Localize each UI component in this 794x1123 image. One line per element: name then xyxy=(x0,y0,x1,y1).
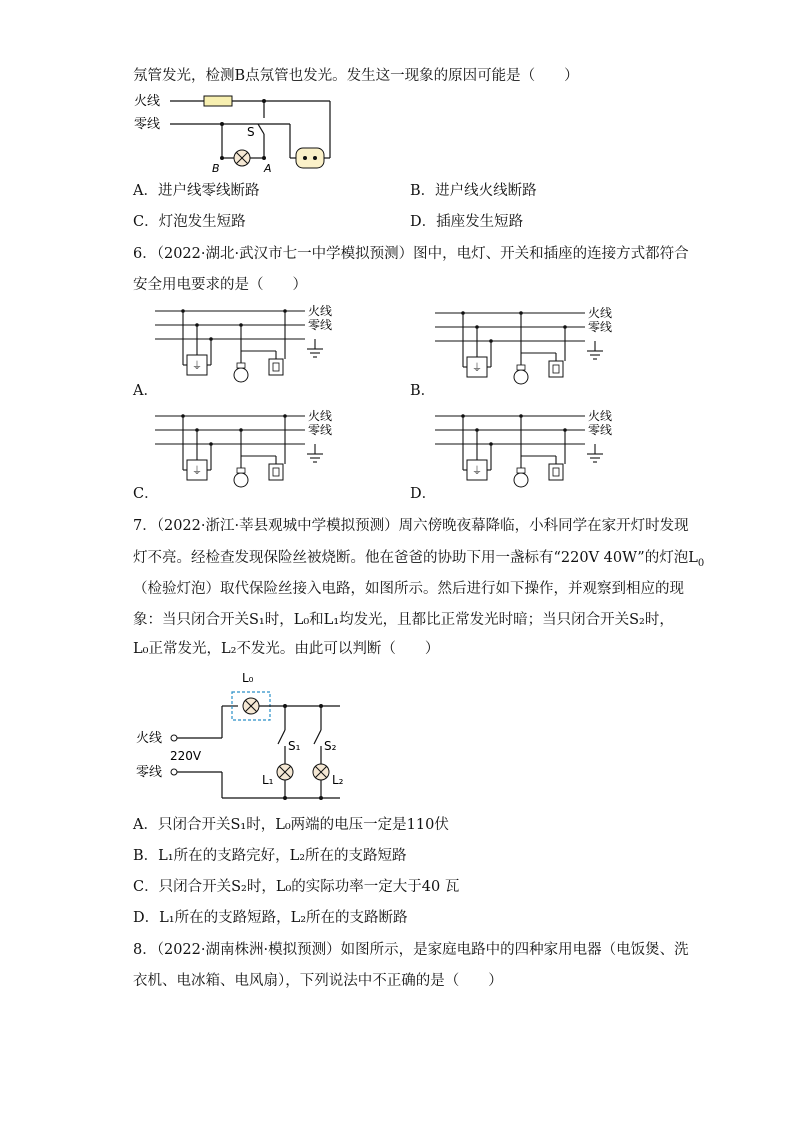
q6-lamp xyxy=(234,473,248,487)
q6-figure-d xyxy=(435,408,635,498)
q6-lamp xyxy=(514,473,528,487)
q5-option-b: B．进户线火线断路 xyxy=(410,183,537,199)
q7-l2-label: L₂ xyxy=(332,773,344,787)
q6-fire-label: 火线 xyxy=(308,409,333,423)
q7-switch-s2 xyxy=(314,730,321,744)
q5-fuse xyxy=(204,96,232,106)
q6-neutral-label: 零线 xyxy=(308,318,333,332)
q7-option-a: A．只闭合开关S₁时，L₀两端的电压一定是110伏 xyxy=(133,817,449,833)
q5-neutral-label: 零线 xyxy=(134,117,161,132)
q5-circuit-diagram xyxy=(130,88,350,178)
svg-text:⏚: ⏚ xyxy=(192,361,202,372)
q6-lamp xyxy=(514,370,528,384)
q6-fire-label: 火线 xyxy=(588,306,613,320)
q5-socket xyxy=(296,148,324,168)
q5-point-a: A xyxy=(264,162,272,175)
q6-figure-a xyxy=(155,303,355,393)
q5-stem: 氖管发光，检测B点氖管也发光。发生这一现象的原因可能是（ ） xyxy=(133,68,579,84)
q7-neutral-label: 零线 xyxy=(136,765,163,780)
q5-switch-label: S xyxy=(247,125,255,139)
q7-stem-line4: 象：当只闭合开关S₁时，L₀和L₁均发光，且都比正常发光时暗；当只闭合开关S₂时， xyxy=(133,612,674,628)
q5-option-c: C．灯泡发生短路 xyxy=(133,214,246,230)
q7-stem-line2: 灯不亮。经检查发现保险丝被烧断。他在爸爸的协助下用一盏标有“220V 40W”的灯泡$L_0$ xyxy=(133,550,705,569)
q6-label-c: C． xyxy=(133,486,159,502)
q6-label-d: D． xyxy=(410,486,437,502)
q7-s2-label: S₂ xyxy=(324,739,337,753)
q8-stem-line2: 衣机、电冰箱、电风扇），下列说法中不正确的是（ ） xyxy=(133,973,503,989)
q7-voltage-label: 220V xyxy=(170,749,202,763)
q7-option-c: C．只闭合开关S₂时，L₀的实际功率一定大于40 瓦 xyxy=(133,879,460,895)
q7-switch-s1 xyxy=(278,730,285,744)
q6-figure-b xyxy=(435,305,635,395)
svg-text:⏚: ⏚ xyxy=(472,466,482,477)
q7-option-d: D．L₁所在的支路短路，L₂所在的支路断路 xyxy=(133,910,408,926)
q6-fire-label: 火线 xyxy=(588,409,613,423)
q7-stem-line5: L₀正常发光，L₂不发光。由此可以判断（ ） xyxy=(133,641,440,657)
q5-switch xyxy=(258,124,264,134)
q7-fire-label: 火线 xyxy=(136,731,163,746)
q7-s1-label: S₁ xyxy=(288,739,301,753)
q7-stem-line1: 7．（2022·浙江·莘县观城中学模拟预测）周六傍晚夜幕降临，小科同学在家开灯时发现 xyxy=(133,518,689,534)
q6-label-a: A． xyxy=(133,383,158,399)
svg-text:⏚: ⏚ xyxy=(192,466,202,477)
q6-label-b: B． xyxy=(410,383,436,399)
q6-stem-line2: 安全用电要求的是（ ） xyxy=(133,277,307,293)
q5-point-b: B xyxy=(212,162,220,175)
q6-neutral-label: 零线 xyxy=(308,423,333,437)
q8-stem-line1: 8．（2022·湖南株洲·模拟预测）如图所示，是家庭电路中的四种家用电器（电饭煲、洗 xyxy=(133,942,689,958)
q6-fire-label: 火线 xyxy=(308,304,333,318)
q6-stem-line1: 6．（2022·湖北·武汉市七一中学模拟预测）图中，电灯、开关和插座的连接方式都符合 xyxy=(133,246,689,262)
q5-fire-label: 火线 xyxy=(134,94,161,109)
q6-lamp xyxy=(234,368,248,382)
q7-option-b: B．L₁所在的支路完好，L₂所在的支路短路 xyxy=(133,848,407,864)
q6-neutral-label: 零线 xyxy=(588,423,613,437)
q7-l1-label: L₁ xyxy=(262,773,274,787)
q7-l0-label: L₀ xyxy=(242,671,254,685)
q7-circuit-diagram xyxy=(130,668,370,808)
q5-option-d: D．插座发生短路 xyxy=(410,214,524,230)
q5-option-a: A．进户线零线断路 xyxy=(133,183,260,199)
q6-neutral-label: 零线 xyxy=(588,320,613,334)
q7-stem-line3: （检验灯泡）取代保险丝接入电路，如图所示。然后进行如下操作，并观察到相应的现 xyxy=(133,581,684,597)
svg-text:⏚: ⏚ xyxy=(472,363,482,374)
q6-figure-c xyxy=(155,408,355,498)
